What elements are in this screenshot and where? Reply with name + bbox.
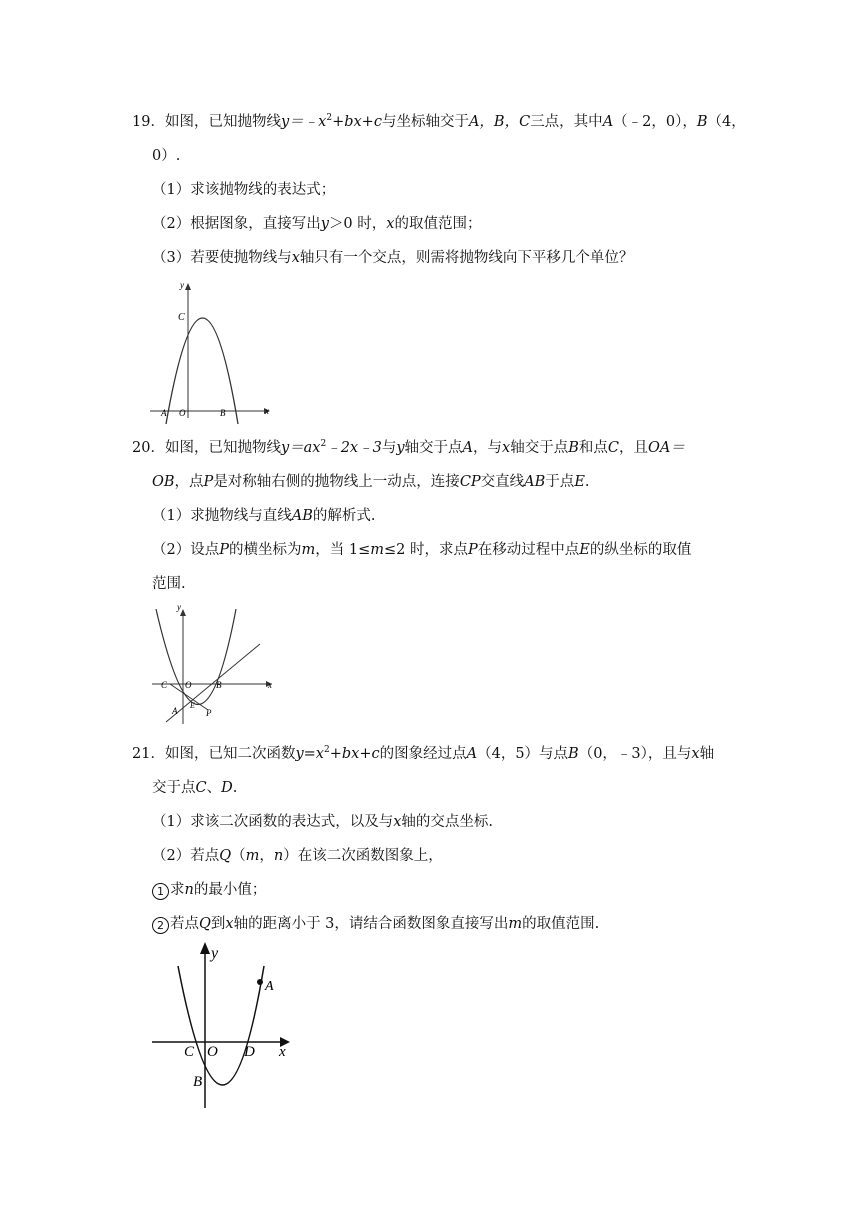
var: OB [152,474,175,490]
var: AB [524,474,546,490]
var: E [579,542,590,558]
text: ，点 [174,474,204,490]
text: （2）设点 [152,542,220,558]
var: A [462,440,474,456]
q19-stem-line2 [152,146,180,166]
y-label: y [177,602,181,612]
text: 轴交于点 [510,440,569,456]
point-label-e: E [190,701,195,710]
text: 轴的交点坐标. [401,814,494,830]
point-label-c: C [161,680,168,690]
text: 如图，已知二次函数 [164,746,296,762]
point-label-b: B [216,680,222,690]
var: C [195,780,207,796]
text: ）在该二次函数图象上， [283,848,443,864]
var: B [568,440,579,456]
text: （﹣2，0）， [613,114,697,130]
point-label-b: B [220,408,226,418]
text: ，且 [618,440,648,456]
text: 轴 [699,746,715,762]
var: x [502,440,511,456]
text: 的最小值； [193,882,267,898]
var: AB [291,508,313,524]
var: m [508,916,523,932]
var: y [320,216,329,232]
equation: +bx+c [332,114,382,130]
point-label-a: A [172,706,178,716]
var: P [219,542,229,558]
point-label-c: C [178,312,185,323]
var: m [301,542,316,558]
line-ab [166,644,260,722]
text: 交于点 [152,780,196,796]
var: x [291,250,300,266]
text: 与坐标轴交于 [381,114,469,130]
circled-number-2: 2 [152,917,169,934]
x-label: x [268,680,272,690]
text: （3）若要使抛物线与 [152,250,292,266]
q20-sub1 [152,506,375,526]
var: x [393,814,402,830]
text: 范围. [152,576,186,592]
text: （0，﹣3），且与 [578,746,692,762]
q21-sub1 [152,812,493,832]
point-a-dot [257,979,263,985]
x-label: x [279,1044,286,1060]
text: 如图，已知抛物线 [164,114,281,130]
text: 三点，其中 [530,114,603,130]
y-axis-arrow [185,283,191,290]
text: ≤2 时，求点 [383,542,468,558]
q20-stem-line2 [152,472,590,492]
text: （4， [707,114,746,130]
var: x [386,216,395,232]
question-number: 21． [132,746,165,762]
q21-figure [148,938,308,1114]
var: A [602,114,614,130]
var: y [396,440,405,456]
var: x [691,746,700,762]
text: 的取值范围. [522,916,600,932]
text: 轴的距离小于 3，请结合函数图象直接写出 [233,916,509,932]
point-label-o: O [185,680,192,690]
text: 交直线 [480,474,525,490]
point-label-c: C [184,1044,195,1060]
text: 、 [206,780,222,796]
q19-sub1 [152,180,335,200]
q19-figure [140,278,280,423]
text: 0）. [152,148,181,164]
var: B [568,746,579,762]
q20-sub2-cont [152,574,186,594]
q19-stem-line1 [132,112,746,132]
parabola [166,318,238,424]
text: （ [231,848,246,864]
var: E [574,474,585,490]
var: A [466,746,478,762]
y-axis-arrow [200,942,210,954]
x-label: x [265,406,269,416]
text: ， [259,848,274,864]
exponent: 2 [320,439,327,449]
q20-stem-line1 [132,438,685,458]
text: 的横坐标为 [229,542,302,558]
var: Q [199,916,211,932]
var: B [696,114,708,130]
text: 求 [170,882,185,898]
text: 的解析式. [312,508,376,524]
equation: +bx+c [329,746,380,762]
text: 若点 [170,916,199,932]
equation: ﹣2x﹣3 [326,440,382,456]
text: （1）求该二次函数的表达式，以及与 [152,814,394,830]
point-label-o: O [207,1044,218,1060]
var: x [225,916,234,932]
q19-sub3 [152,248,633,268]
q21-part2 [152,914,599,934]
circled-number-1: 1 [152,883,169,900]
text: （1）求该抛物线的表达式； [152,182,336,198]
var: OA＝ [647,440,685,456]
equation: y＝﹣x [280,114,327,130]
point-label-o: O [179,408,186,418]
parabola [156,609,236,705]
var: P [467,542,478,558]
point-label-d: D [244,1044,255,1060]
var: D [221,780,233,796]
q19-sub2 [152,214,481,234]
text: 在移动过程中点 [477,542,580,558]
var: CP [459,474,481,490]
text: ＞0 时， [328,216,387,232]
q21-sub2 [152,846,443,866]
text: （2）根据图象，直接写出 [152,216,321,232]
exponent: 2 [326,113,333,123]
q20-figure [148,604,278,726]
text: 的纵坐标的取值 [589,542,692,558]
equation: y=x [295,746,324,762]
q20-sub2 [152,540,691,560]
q21-stem-line2 [152,778,237,798]
var: n [273,848,284,864]
text: 的图象经过点 [379,746,467,762]
point-label-b: B [193,1074,203,1090]
equation: y＝ax [280,440,321,456]
text: 于点 [545,474,575,490]
text: （2）若点 [152,848,220,864]
text: 的取值范围； [394,216,482,232]
var: m [370,542,384,558]
exponent: 2 [323,745,330,755]
text: 是对称轴右侧的抛物线上一动点，连接 [213,474,460,490]
y-label: y [180,280,184,290]
var: C [607,440,619,456]
point-label-p: P [206,708,212,718]
text: （1）求抛物线与直线 [152,508,292,524]
text: 和点 [578,440,608,456]
text: . [232,780,238,796]
y-label: y [211,945,219,962]
text: 到 [210,916,226,932]
var: m [245,848,260,864]
var: Q [219,848,232,864]
text: ，当 1≤ [315,542,371,558]
q21-part1 [152,880,266,900]
point-label-a: A [265,979,274,994]
var: P [203,474,214,490]
question-number: 19． [132,114,165,130]
text: 轴交于点 [404,440,463,456]
text: 如图，已知抛物线 [164,440,281,456]
text: 轴只有一个交点，则需将抛物线向下平移几个单位？ [299,250,634,266]
text: . [584,474,590,490]
parabola [178,966,264,1085]
text: 与 [381,440,397,456]
var: n [184,882,194,898]
text: ，与 [473,440,503,456]
q21-stem-line1 [132,744,714,764]
text: （4，5）与点 [477,746,569,762]
var: A，B，C [468,114,531,130]
point-label-a: A [161,408,167,418]
question-number: 20． [132,440,165,456]
